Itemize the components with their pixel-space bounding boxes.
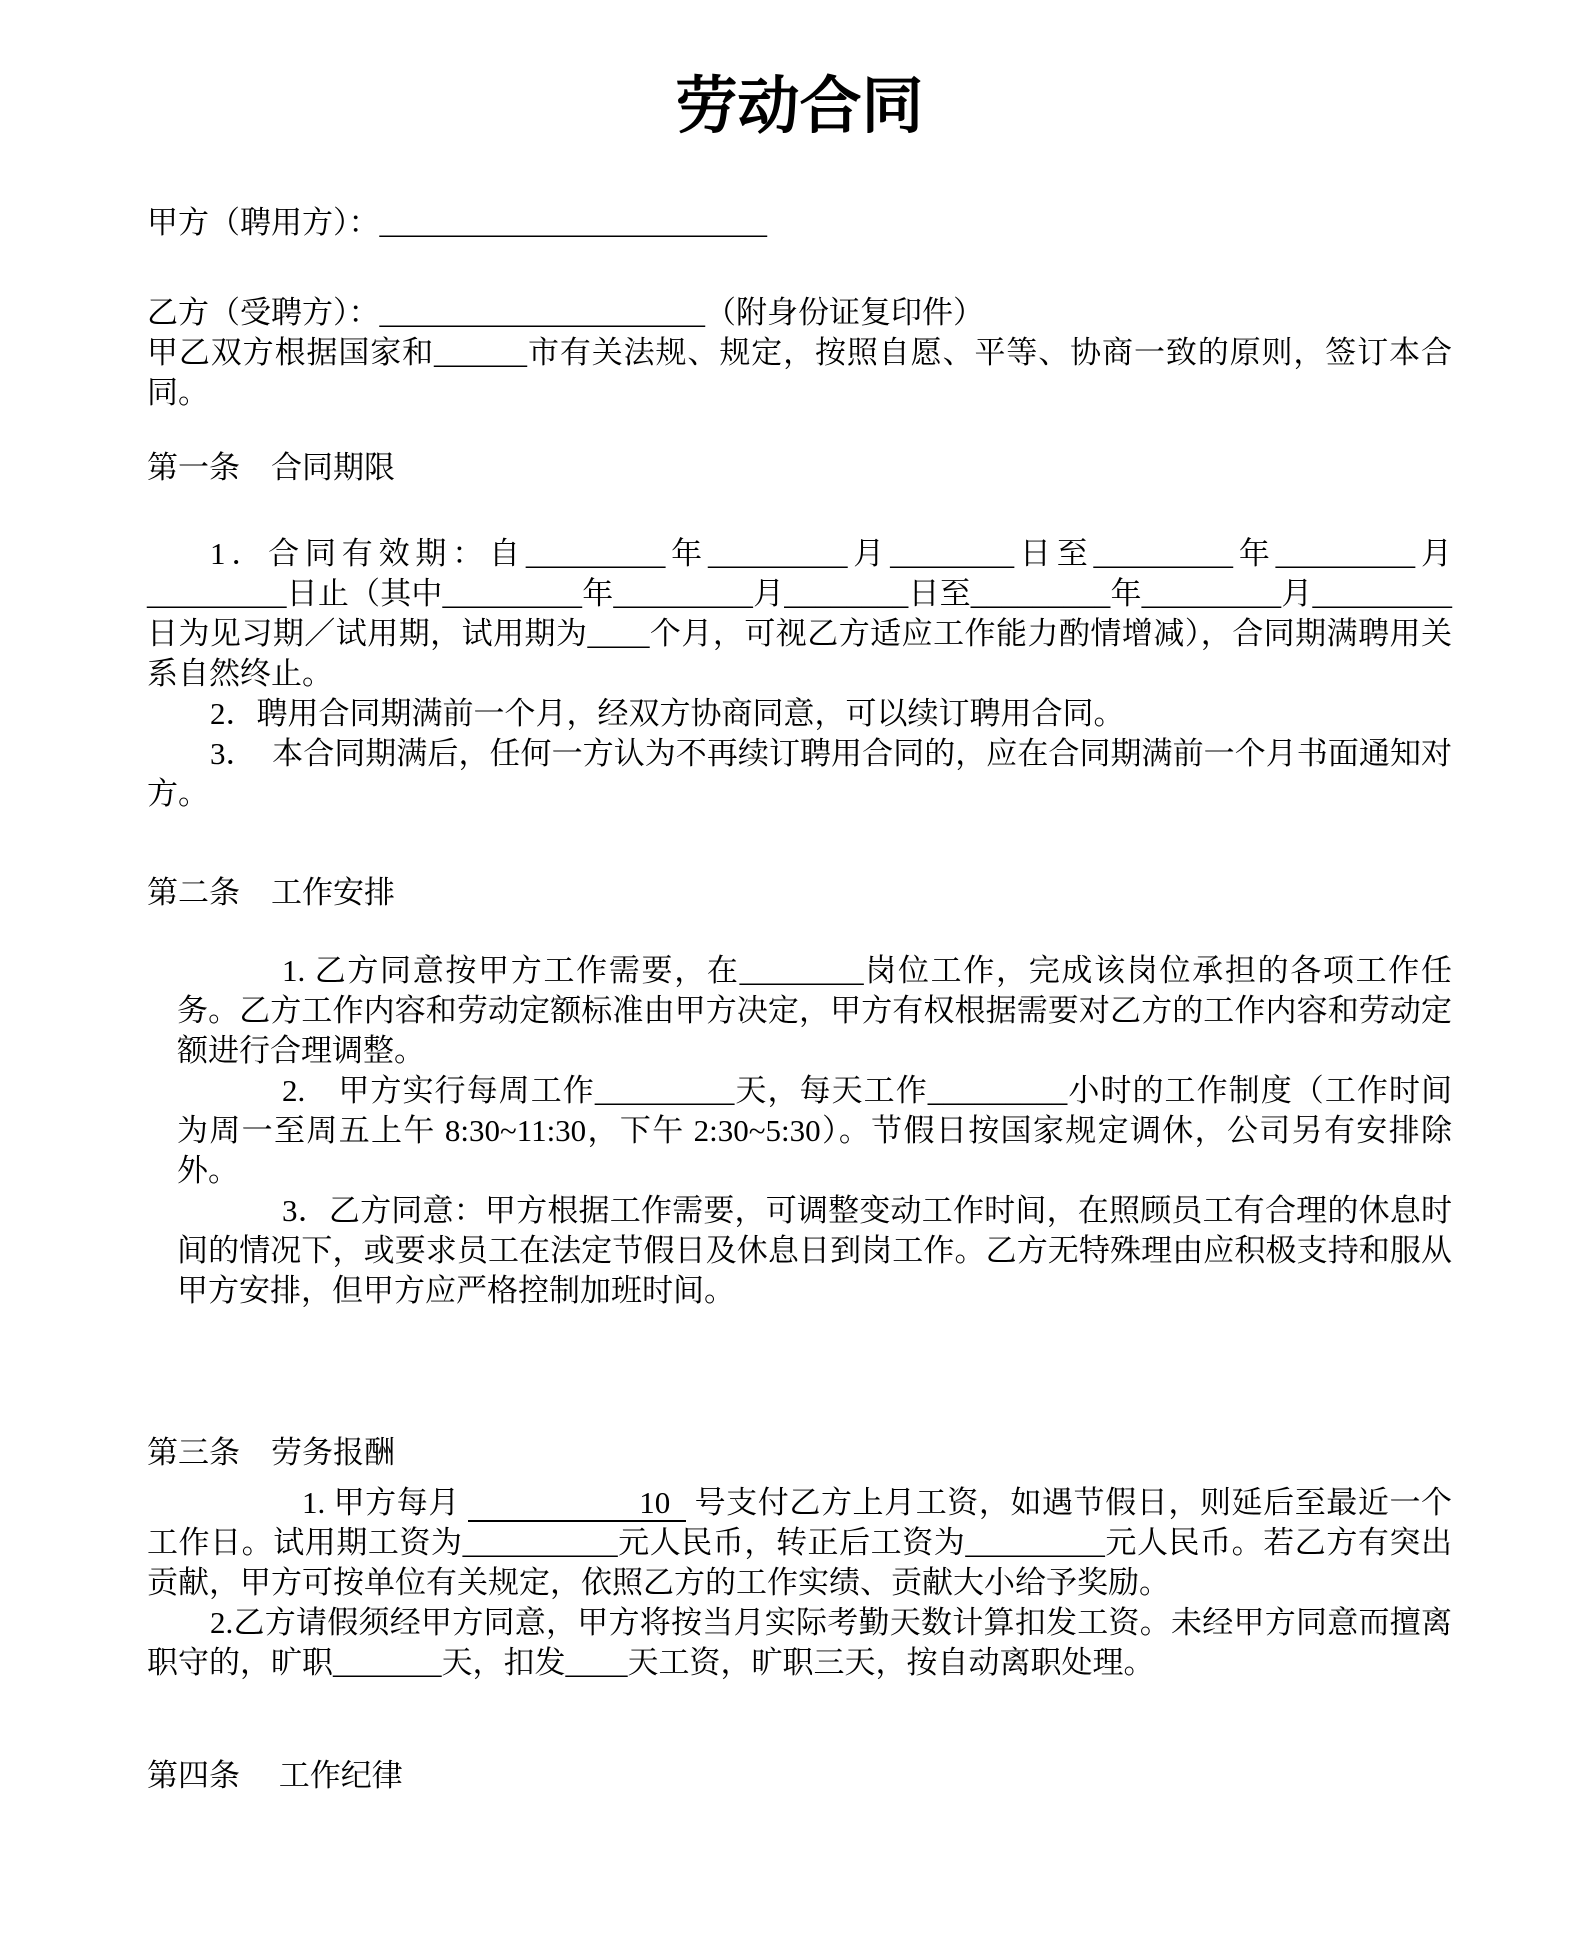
intro-paragraph: 甲乙双方根据国家和______市有关法规、规定，按照自愿、平等、协商一致的原则，签订本合同。 [147, 335, 1452, 410]
contract-term-item-2: 2．聘用合同期满前一个月，经双方协商同意，可以续订聘用合同。 [210, 696, 1125, 731]
section-2-heading: 第二条 工作安排 [147, 875, 395, 910]
party-a-label: 甲方（聘用方）： [147, 205, 380, 240]
party-a-line [147, 203, 1452, 243]
salary-pay-sentence-rest: 号支付乙方上月工资，如遇节假日，则延后至最近一个工作日。试用期工资为__________元人民币，转正后工资为_________元人民币。若乙方有突出贡献，甲方可按单位有关规定，依照乙方的工作实绩、贡献大小给予奖励。 [147, 1485, 1453, 1600]
party-b-line [147, 293, 1452, 333]
remuneration-item-2: 2.乙方请假须经甲方同意，甲方将按当月实际考勤天数计算扣发工资。未经甲方同意而擅离职守的，旷职_______天，扣发____天工资，旷职三天，按自动离职处理。 [147, 1605, 1452, 1680]
party-a-blank[interactable]: _________________________ [379, 205, 767, 240]
section-1-heading: 第一条 合同期限 [147, 450, 395, 485]
section-4-heading: 第四条 工作纪律 [147, 1758, 403, 1793]
section-2-items [147, 951, 1452, 1311]
section-3-items [147, 1483, 1452, 1683]
work-arrangement-item-3: 3．乙方同意：甲方根据工作需要，可调整变动工作时间，在照顾员工有合理的休息时间的情况下，或要求员工在法定节假日及休息日到岗工作。乙方无特殊理由应积极支持和服从甲方安排，但甲方应严格控制加班时间。 [177, 1193, 1452, 1308]
salary-day-value[interactable]: 10 [468, 1486, 686, 1522]
contract-term-item-1: 1．合同有效期：自_________年_________月________日至_________年_________月_________日止（其中_________年_________月________日至_________年_________月_________日为见习期／试用期，试用期为____个月，可视乙方适应工作能力酌情增减），合同期满聘用关系自然终止。 [147, 536, 1452, 691]
work-arrangement-item-2: 2. 甲方实行每周工作_________天，每天工作_________小时的工作制度（工作时间为周一至周五上午 8:30~11:30，下午 2:30~5:30）。节假日按国家规定调休，公司另有安排除外。 [177, 1073, 1452, 1188]
document-title: 劳动合同 [675, 73, 924, 141]
party-b-blank[interactable]: _____________________ [379, 295, 705, 330]
salary-pay-sentence-start: 1. 甲方每月 [302, 1485, 460, 1520]
section-1-items [147, 534, 1452, 814]
work-arrangement-item-1: 1. 乙方同意按甲方工作需要，在________岗位工作，完成该岗位承担的各项工作任务。乙方工作内容和劳动定额标准由甲方决定，甲方有权根据需要对乙方的工作内容和劳动定额进行合理调整。 [177, 953, 1452, 1068]
party-b-id-note: （附身份证复印件） [705, 295, 984, 330]
party-b-label: 乙方（受聘方）： [147, 295, 380, 330]
remuneration-item-1 [147, 1483, 1452, 1603]
section-3-heading: 第三条 劳务报酬 [147, 1435, 395, 1470]
contract-term-item-3: 3． 本合同期满后，任何一方认为不再续订聘用合同的，应在合同期满前一个月书面通知对方。 [147, 736, 1452, 811]
